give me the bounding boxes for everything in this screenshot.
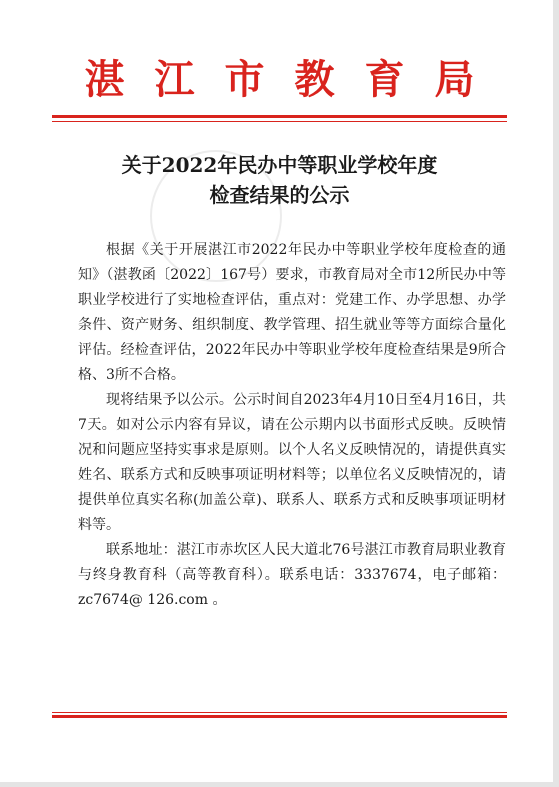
viewer-bottom-edge [0, 782, 559, 787]
header-rule-thick [52, 115, 507, 118]
header-rule-thin [52, 121, 507, 122]
org-header-title: 湛江市教育局 [84, 56, 505, 103]
viewer-right-edge [553, 0, 559, 787]
footer-rule-thin [52, 712, 507, 713]
document-title [52, 150, 507, 210]
document-title-line-2: 检查结果的公示 [209, 183, 350, 207]
paragraph-publicity: 现将结果予以公示。公示时间自2023年4月10日至4月16日，共7天。如对公示内容有异议，请在公示期内以书面形式反映。反映情况和问题应坚持实事求是原则。以个人名义反映情况的，请提供真实姓名、联系方式和反映事项证明材料等；以单位名义反映情况的，请提供单位真实名称(加盖公章)、联系人、联系方式和反映事项证明材料等。 [78, 392, 506, 533]
footer-rule-thick [52, 715, 507, 718]
paragraph-contact: 联系地址：湛江市赤坎区人民大道北76号湛江市教育局职业教育与终身教育科（高等教育科）。联系电话：3337674，电子邮箱：zc7674@ 126.com 。 [78, 542, 506, 608]
paragraph-basis: 根据《关于开展湛江市2022年民办中等职业学校年度检查的通知》（湛教函〔2022〕167号）要求，市教育局对全市12所民办中等职业学校进行了实地检查评估，重点对：党建工作、办学思想、办学条件、资产财务、组织制度、教学管理、招生就业等等方面综合量化评估。经检查评估，2022年民办中等职业学校年度检查结果是9所合格、3所不合格。 [78, 242, 506, 383]
document-body [78, 238, 506, 613]
document-title-line-1: 关于2022年民办中等职业学校年度 [121, 153, 438, 177]
